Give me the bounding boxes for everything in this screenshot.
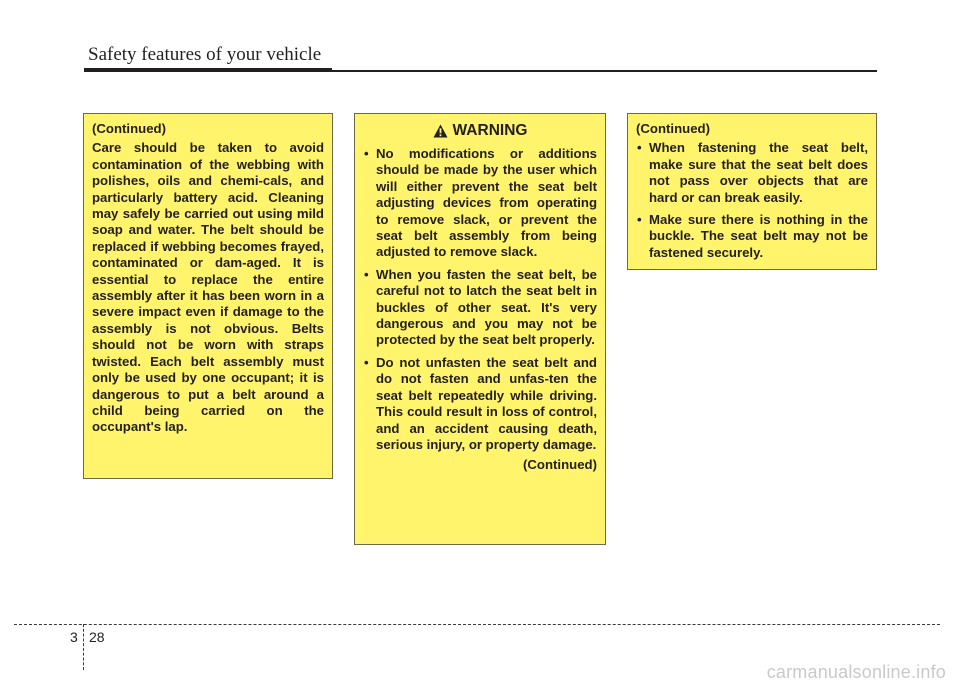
page-header-title: Safety features of your vehicle (88, 44, 322, 65)
continued-label: (Continued) (523, 457, 597, 473)
warning-item (363, 355, 597, 453)
note-item-text: When fastening the seat belt, make sure that the seat belt does not pass over objects that are hard or can break easily. (649, 140, 868, 205)
page-number: 28 (89, 629, 105, 645)
warning-item (363, 146, 597, 261)
bullet: • (364, 354, 369, 370)
warning-item-text: When you fasten the seat belt, be careful not to latch the seat belt in buckles of other seat. It's very dangerous and you may not be protected by the seat belt properly. (376, 266, 597, 348)
note-item (636, 212, 868, 261)
continued-note-box-right (627, 113, 877, 270)
note-item (636, 140, 868, 206)
watermark-text: carmanualsonline.info (766, 662, 946, 682)
bullet: • (637, 212, 642, 228)
warning-item (363, 267, 597, 349)
note-body: Care should be taken to avoid contamination of the webbing with polishes, oils and chemi-cals, and particularly battery acid. Cleaning may safely be carried out using mild soap and water. The belt should be replaced if webbing becomes frayed, contaminated or dam-aged. It is essential to replace the entire assembly after it has been worn in a severe impact even if damage to the assembly is not obvious. Belts should not be worn with straps twisted. Each belt assembly must only be used by one occupant; it is dangerous to put a belt around a child being carried on the occupant's lap. (92, 140, 324, 435)
header-rule-thick (84, 68, 332, 72)
note-item-text: Make sure there is nothing in the buckle. The seat belt may not be fastened securely. (649, 212, 868, 260)
warning-item-text: No modifications or additions should be made by the user which will either prevent the seat belt adjusting devices from operating to remove slack, or prevent the seat belt assembly from being adjusted to remove slack. (376, 146, 597, 260)
footer-dashed-rule (14, 624, 940, 625)
warning-heading-text: WARNING (452, 121, 528, 139)
continued-note-box-left (83, 113, 333, 479)
bullet: • (364, 146, 369, 161)
chapter-number: 3 (70, 629, 78, 645)
continued-label: (Continued) (92, 121, 166, 136)
footer-dashed-divider (83, 624, 84, 670)
bullet: • (364, 266, 369, 282)
continued-label: (Continued) (636, 121, 710, 136)
bullet: • (637, 140, 642, 156)
warning-item-text: Do not unfasten the seat belt and do not fasten and unfas-ten the seat belt repeatedly while driving. This could result in loss of control, and an accident causing death, serious injury, or property damage. (376, 354, 597, 452)
warning-heading (363, 122, 597, 140)
warning-box (354, 113, 606, 545)
warning-triangle-icon (433, 124, 448, 138)
header-rule-thin (332, 70, 877, 72)
